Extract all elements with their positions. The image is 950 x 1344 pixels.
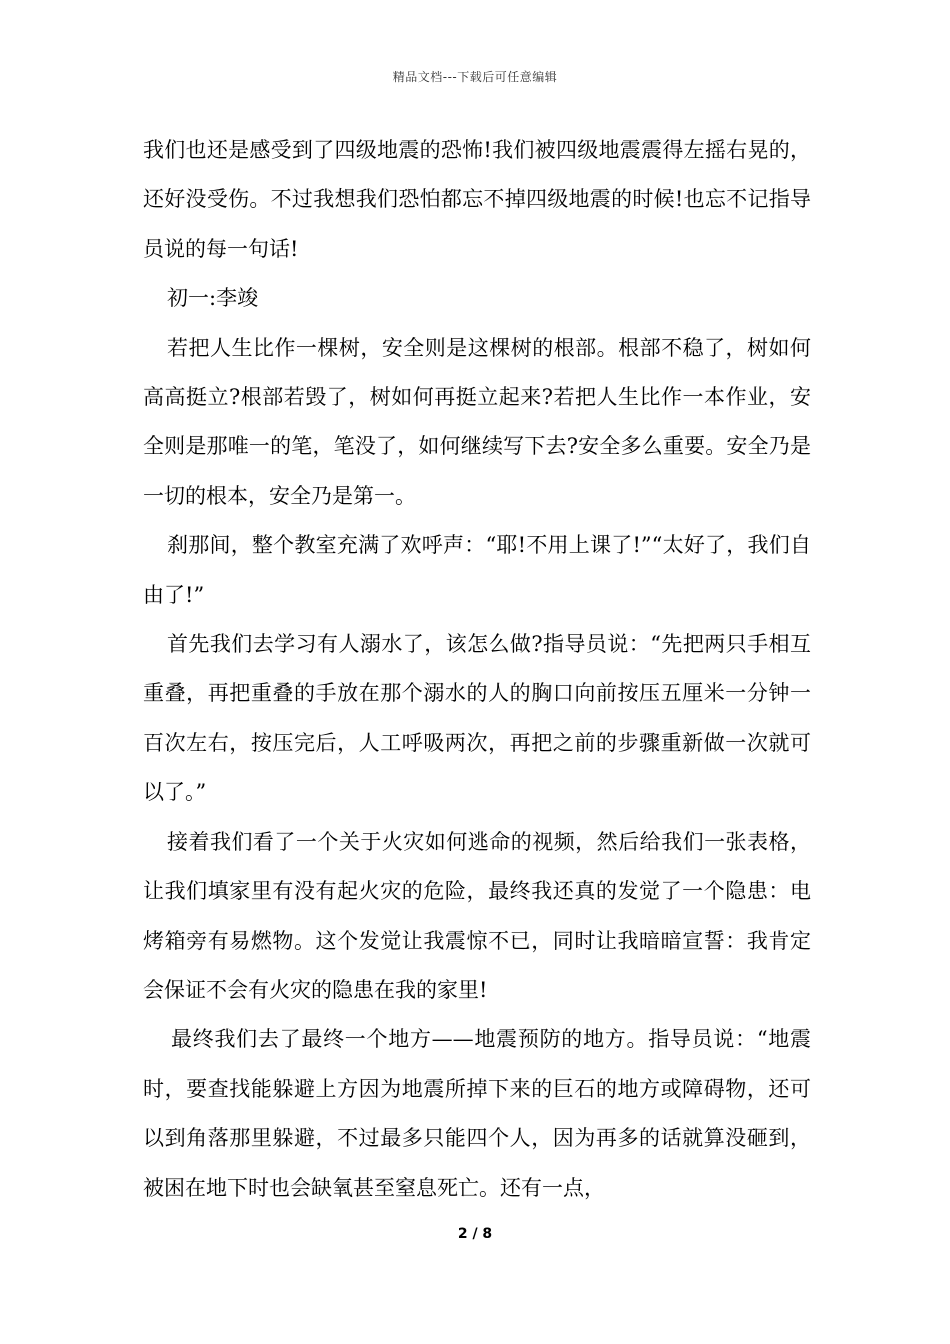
- paragraph-author: 初一:李竣: [167, 286, 259, 311]
- page-number: 2 / 8: [457, 1226, 493, 1242]
- paragraph: 接着我们看了一个关于火灾如何逃命的视频，然后给我们一张表格，让我们填家里有没有起火灾的危险，最终我还真的发觉了一个隐患：电烤箱旁有易燃物。这个发觉让我震惊不已，同时让我暗暗宣誓：我肯定会保证不会有火灾的隐患在我的家里!: [143, 829, 811, 1002]
- paragraph: 我们也还是感受到了四级地震的恐怖!我们被四级地震震得左摇右晃的，还好没受伤。不过我想我们恐怕都忘不掉四级地震的时候!也忘不记指导员说的每一句话!: [143, 138, 811, 261]
- paragraph: 刹那间，整个教室充满了欢呼声：“耶!不用上课了!”“太好了，我们自由了!”: [143, 533, 811, 607]
- paragraph: 最终我们去了最终一个地方——地震预防的地方。指导员说：“地震时，要查找能躲避上方因为地震所掉下来的巨石的地方或障碍物，还可以到角落那里躲避，不过最多只能四个人，因为再多的话就算没砸到，被困在地下时也会缺氧甚至窒息死亡。还有一点，: [143, 1027, 811, 1200]
- body-text: [143, 126, 811, 1213]
- paragraph: 首先我们去学习有人溺水了，该怎么做?指导员说：“先把两只手相互重叠，再把重叠的手放在那个溺水的人的胸口向前按压五厘米一分钟一百次左右，按压完后，人工呼吸两次，再把之前的步骤重新做一次就可以了。”: [143, 632, 811, 805]
- paragraph: 若把人生比作一棵树，安全则是这棵树的根部。根部不稳了，树如何高高挺立?根部若毁了，树如何再挺立起来?若把人生比作一本作业，安全则是那唯一的笔，笔没了，如何继续写下去?安全多么重要。安全乃是一切的根本，安全乃是第一。: [143, 335, 811, 508]
- page-header: 精品文档---下载后可任意编辑: [392, 70, 558, 84]
